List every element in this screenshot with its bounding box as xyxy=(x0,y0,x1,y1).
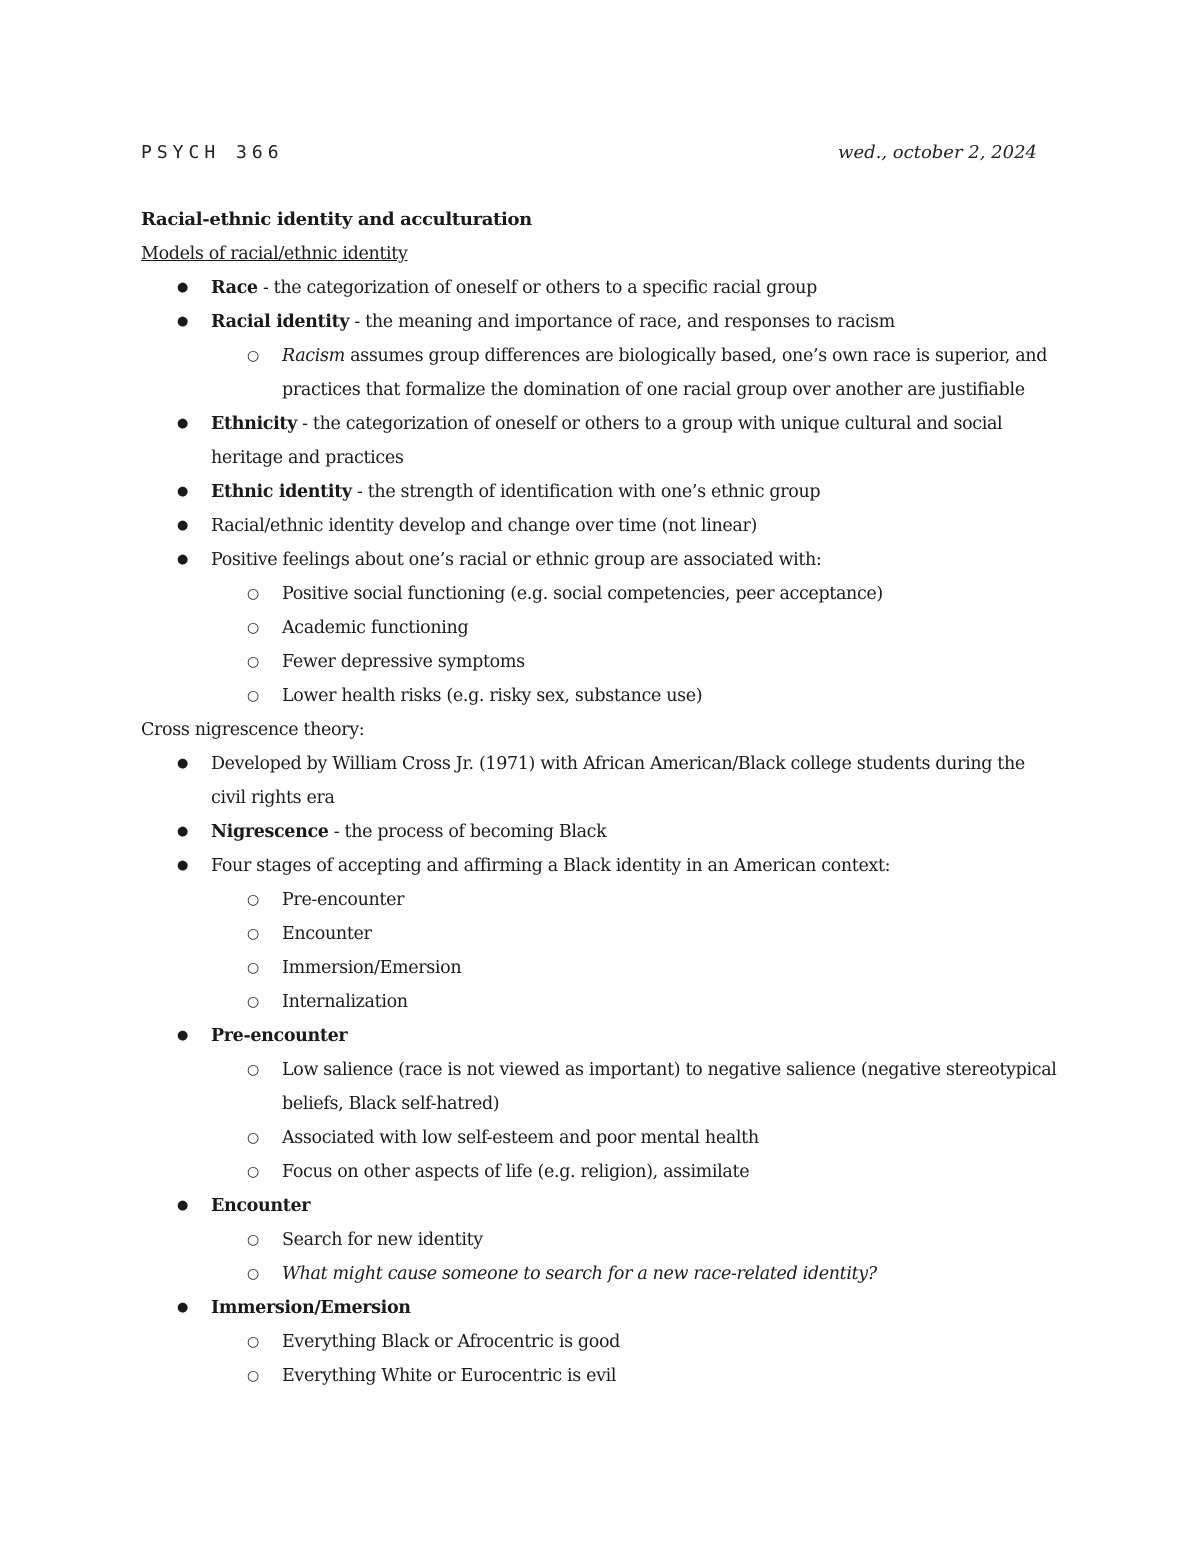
list-item xyxy=(141,305,1071,339)
circle-bullet-icon: ○ xyxy=(247,620,259,636)
bullet-icon: ● xyxy=(177,484,188,499)
sub-list-item-continuation: beliefs, Black self-hatred) xyxy=(282,1094,500,1114)
stage-heading-immersion: Immersion/Emersion xyxy=(211,1298,411,1318)
list-item xyxy=(141,1189,1071,1223)
circle-bullet-icon: ○ xyxy=(247,960,259,976)
circle-bullet-icon: ○ xyxy=(247,1266,259,1282)
list-item xyxy=(141,271,1071,305)
course-code: PSYCH 366 xyxy=(141,142,284,163)
circle-bullet-icon: ○ xyxy=(247,1232,259,1248)
bullet-icon: ● xyxy=(177,1028,188,1043)
list-item: ● Racial/ethnic identity develop and change over time (not linear) xyxy=(141,509,1071,543)
sub-list-item: ○ Encounter xyxy=(141,917,1071,951)
stage-heading-encounter: Encounter xyxy=(211,1196,311,1216)
term-racism: Racism xyxy=(282,346,345,366)
list-item xyxy=(141,1019,1071,1053)
definition-racism: assumes group differences are biologically based, one’s own race is superior, and xyxy=(344,346,1048,366)
list-item: ● Four stages of accepting and affirming a Black identity in an American context: xyxy=(141,849,1071,883)
circle-bullet-icon: ○ xyxy=(247,994,259,1010)
sub-list-item-continuation: practices that formalize the domination of one racial group over another are justifiable xyxy=(282,380,1025,400)
term-race: Race xyxy=(211,278,258,298)
circle-bullet-icon: ○ xyxy=(247,1130,259,1146)
circle-bullet-icon: ○ xyxy=(247,926,259,942)
bullet-icon: ● xyxy=(177,1300,188,1315)
circle-bullet-icon: ○ xyxy=(247,1334,259,1350)
term-nigrescence: Nigrescence xyxy=(211,822,329,842)
sub-list-item: ○ Associated with low self-esteem and poor mental health xyxy=(141,1121,1071,1155)
sub-list-item: ○ Everything White or Eurocentric is evil xyxy=(141,1359,1071,1393)
term-ethnic-identity: Ethnic identity xyxy=(211,482,352,502)
sub-list-item xyxy=(141,339,1071,373)
sub-list-item: ○ Positive social functioning (e.g. social competencies, peer acceptance) xyxy=(141,577,1071,611)
circle-bullet-icon: ○ xyxy=(247,654,259,670)
sub-list-item: ○ Academic functioning xyxy=(141,611,1071,645)
discussion-question: What might cause someone to search for a new race-related identity? xyxy=(282,1264,877,1284)
list-item xyxy=(141,407,1071,441)
bullet-icon: ● xyxy=(177,416,188,431)
bullet-icon: ● xyxy=(177,280,188,295)
circle-bullet-icon: ○ xyxy=(247,1062,259,1078)
sub-list-item: ○ Immersion/Emersion xyxy=(141,951,1071,985)
bullet-icon: ● xyxy=(177,858,188,873)
bullet-icon: ● xyxy=(177,314,188,329)
definition-racial-identity: - the meaning and importance of race, and responses to racism xyxy=(349,312,895,332)
bullet-icon: ● xyxy=(177,756,188,771)
sub-list-item xyxy=(141,1257,1071,1291)
list-item: ● Positive feelings about one’s racial or ethnic group are associated with: xyxy=(141,543,1071,577)
bullet-icon: ● xyxy=(177,518,188,533)
list-item xyxy=(141,815,1071,849)
list-item-continuation: heritage and practices xyxy=(211,448,404,468)
lecture-date: wed., october 2, 2024 xyxy=(838,142,1037,163)
sub-list-item: ○ Lower health risks (e.g. risky sex, substance use) xyxy=(141,679,1071,713)
page-header xyxy=(141,140,1037,170)
circle-bullet-icon: ○ xyxy=(247,892,259,908)
sub-list-item: ○ Focus on other aspects of life (e.g. religion), assimilate xyxy=(141,1155,1071,1189)
sub-list-item: ○ Pre-encounter xyxy=(141,883,1071,917)
sub-list-item: ○ Fewer depressive symptoms xyxy=(141,645,1071,679)
sub-list-item: ○ Low salience (race is not viewed as important) to negative salience (negative stereotypical xyxy=(141,1053,1071,1087)
circle-bullet-icon: ○ xyxy=(247,1164,259,1180)
section-heading-cross-nigrescence: Cross nigrescence theory: xyxy=(141,720,365,740)
circle-bullet-icon: ○ xyxy=(247,348,259,364)
list-item xyxy=(141,475,1071,509)
bullet-icon: ● xyxy=(177,1198,188,1213)
sub-list-item: ○ Search for new identity xyxy=(141,1223,1071,1257)
term-ethnicity: Ethnicity xyxy=(211,414,297,434)
notes-body xyxy=(141,203,1071,1393)
term-racial-identity: Racial identity xyxy=(211,312,350,332)
list-item-continuation: civil rights era xyxy=(211,788,335,808)
definition-race: - the categorization of oneself or others to a specific racial group xyxy=(257,278,817,298)
definition-ethnicity: - the categorization of oneself or others to a group with unique cultural and social xyxy=(296,414,1003,434)
circle-bullet-icon: ○ xyxy=(247,688,259,704)
sub-list-item: ○ Everything Black or Afrocentric is good xyxy=(141,1325,1071,1359)
sub-list-item: ○ Internalization xyxy=(141,985,1071,1019)
bullet-icon: ● xyxy=(177,552,188,567)
section-heading-models: Models of racial/ethnic identity xyxy=(141,244,408,264)
document-title: Racial-ethnic identity and acculturation xyxy=(141,209,532,230)
list-item xyxy=(141,1291,1071,1325)
circle-bullet-icon: ○ xyxy=(247,1368,259,1384)
circle-bullet-icon: ○ xyxy=(247,586,259,602)
list-item: ● Developed by William Cross Jr. (1971) with African American/Black college students during the xyxy=(141,747,1071,781)
bullet-icon: ● xyxy=(177,824,188,839)
definition-ethnic-identity: - the strength of identification with one’s ethnic group xyxy=(351,482,821,502)
stage-heading-pre-encounter: Pre-encounter xyxy=(211,1026,348,1046)
definition-nigrescence: - the process of becoming Black xyxy=(328,822,607,842)
